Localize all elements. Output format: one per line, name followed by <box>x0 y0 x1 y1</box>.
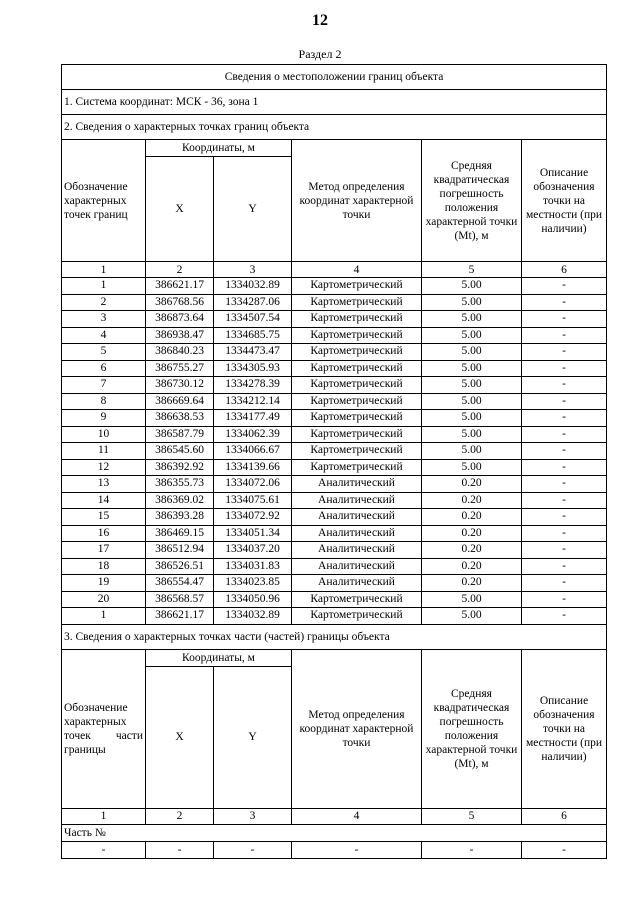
point-description: - <box>522 278 607 295</box>
table-row <box>62 591 607 608</box>
table-row <box>62 575 607 592</box>
section2-title: 2. Сведения о характерных точках границ объекта <box>62 115 607 140</box>
point-description: - <box>522 443 607 460</box>
point-y: 1334685.75 <box>214 327 292 344</box>
point-accuracy: 5.00 <box>422 393 522 410</box>
point-description: - <box>522 327 607 344</box>
point-y: 1334023.85 <box>214 575 292 592</box>
point-description: - <box>522 459 607 476</box>
point-description: - <box>522 558 607 575</box>
point-number: 15 <box>62 509 146 526</box>
table-row <box>62 311 607 328</box>
point-x: 386840.23 <box>146 344 214 361</box>
point-x: 386554.47 <box>146 575 214 592</box>
point-y: 1334473.47 <box>214 344 292 361</box>
col-number: 4 <box>292 262 422 278</box>
col-number: 1 <box>62 808 146 824</box>
point-method: Аналитический <box>292 492 422 509</box>
col-number: 5 <box>422 808 522 824</box>
col-number: 2 <box>146 808 214 824</box>
table-row <box>62 542 607 559</box>
point-x: 386669.64 <box>146 393 214 410</box>
point-method: Аналитический <box>292 575 422 592</box>
point-x: 386730.12 <box>146 377 214 394</box>
point-description: - <box>522 426 607 443</box>
header-coordinates: Координаты, м <box>146 140 292 157</box>
point-y: 1334075.61 <box>214 492 292 509</box>
table-row <box>62 443 607 460</box>
point-description: - <box>522 311 607 328</box>
point-accuracy: 5.00 <box>422 591 522 608</box>
point-number: 2 <box>62 294 146 311</box>
point-method: Картометрический <box>292 591 422 608</box>
point-number: 8 <box>62 393 146 410</box>
point-number: 12 <box>62 459 146 476</box>
header-x-part: X <box>146 666 214 808</box>
point-method: Картометрический <box>292 311 422 328</box>
point-accuracy: 5.00 <box>422 344 522 361</box>
point-description: - <box>522 542 607 559</box>
col-number: 5 <box>422 262 522 278</box>
point-method: Картометрический <box>292 377 422 394</box>
point-y: 1334305.93 <box>214 360 292 377</box>
point-method: Картометрический <box>292 459 422 476</box>
part-cell: - <box>522 841 607 858</box>
point-method: Картометрический <box>292 294 422 311</box>
point-y: 1334212.14 <box>214 393 292 410</box>
col-number: 6 <box>522 808 607 824</box>
point-number: 6 <box>62 360 146 377</box>
col-number: 6 <box>522 262 607 278</box>
table-row <box>62 278 607 295</box>
header-accuracy-part: Средняя квадратическая погрешность положения характерной точки (Mt), м <box>422 649 522 808</box>
point-number: 1 <box>62 608 146 625</box>
point-method: Картометрический <box>292 426 422 443</box>
point-method: Картометрический <box>292 393 422 410</box>
point-y: 1334287.06 <box>214 294 292 311</box>
table-row <box>62 525 607 542</box>
point-accuracy: 5.00 <box>422 377 522 394</box>
header-point-designation: Обозначение характерных точек границ <box>62 140 146 262</box>
point-method: Аналитический <box>292 525 422 542</box>
point-y: 1334032.89 <box>214 608 292 625</box>
point-accuracy: 5.00 <box>422 426 522 443</box>
point-description: - <box>522 476 607 493</box>
point-x: 386392.92 <box>146 459 214 476</box>
part-label: Часть № <box>62 824 607 841</box>
point-x: 386755.27 <box>146 360 214 377</box>
point-number: 11 <box>62 443 146 460</box>
point-y: 1334507.54 <box>214 311 292 328</box>
point-accuracy: 0.20 <box>422 476 522 493</box>
part-cell: - <box>146 841 214 858</box>
table-row <box>62 426 607 443</box>
point-accuracy: 0.20 <box>422 558 522 575</box>
table-title: Сведения о местоположении границ объекта <box>62 65 607 90</box>
point-accuracy: 5.00 <box>422 311 522 328</box>
point-method: Картометрический <box>292 443 422 460</box>
point-method: Аналитический <box>292 509 422 526</box>
header-method: Метод определения координат характерной точки <box>292 140 422 262</box>
table-row <box>62 558 607 575</box>
header-accuracy: Средняя квадратическая погрешность положения характерной точки (Mt), м <box>422 140 522 262</box>
point-x: 386369.02 <box>146 492 214 509</box>
point-number: 17 <box>62 542 146 559</box>
col-number: 4 <box>292 808 422 824</box>
header-description: Описание обозначения точки на местности (при наличии) <box>522 140 607 262</box>
point-description: - <box>522 393 607 410</box>
point-y: 1334278.39 <box>214 377 292 394</box>
part-cell: - <box>292 841 422 858</box>
coord-system: 1. Система координат: МСК - 36, зона 1 <box>62 90 607 115</box>
point-accuracy: 5.00 <box>422 608 522 625</box>
point-description: - <box>522 410 607 427</box>
point-number: 5 <box>62 344 146 361</box>
table-row <box>62 327 607 344</box>
point-number: 1 <box>62 278 146 295</box>
col-number: 1 <box>62 262 146 278</box>
table-row <box>62 509 607 526</box>
point-x: 386568.57 <box>146 591 214 608</box>
point-accuracy: 0.20 <box>422 525 522 542</box>
point-x: 386512.94 <box>146 542 214 559</box>
point-number: 4 <box>62 327 146 344</box>
point-method: Аналитический <box>292 476 422 493</box>
header-description-part: Описание обозначения точки на местности (при наличии) <box>522 649 607 808</box>
point-method: Картометрический <box>292 344 422 361</box>
column-numbers-row <box>62 262 607 278</box>
point-x: 386938.47 <box>146 327 214 344</box>
point-description: - <box>522 591 607 608</box>
header-point-designation-part: Обозначение характерных точек части границы <box>62 649 146 808</box>
point-number: 14 <box>62 492 146 509</box>
table-row <box>62 492 607 509</box>
point-y: 1334031.83 <box>214 558 292 575</box>
point-method: Картометрический <box>292 278 422 295</box>
point-accuracy: 5.00 <box>422 360 522 377</box>
point-y: 1334032.89 <box>214 278 292 295</box>
table-row <box>62 459 607 476</box>
table-row <box>62 393 607 410</box>
point-method: Аналитический <box>292 558 422 575</box>
page-number: 12 <box>312 12 328 29</box>
point-number: 13 <box>62 476 146 493</box>
header-y: Y <box>214 157 292 262</box>
point-description: - <box>522 525 607 542</box>
header-method-part: Метод определения координат характерной точки <box>292 649 422 808</box>
point-accuracy: 0.20 <box>422 492 522 509</box>
point-method: Картометрический <box>292 608 422 625</box>
point-accuracy: 5.00 <box>422 443 522 460</box>
point-description: - <box>522 360 607 377</box>
point-number: 18 <box>62 558 146 575</box>
point-x: 386545.60 <box>146 443 214 460</box>
col-number: 2 <box>146 262 214 278</box>
point-accuracy: 0.20 <box>422 542 522 559</box>
table-row <box>62 410 607 427</box>
header-coordinates-part: Координаты, м <box>146 649 292 666</box>
point-number: 10 <box>62 426 146 443</box>
point-x: 386873.64 <box>146 311 214 328</box>
point-number: 19 <box>62 575 146 592</box>
point-number: 20 <box>62 591 146 608</box>
point-y: 1334139.66 <box>214 459 292 476</box>
point-accuracy: 5.00 <box>422 327 522 344</box>
part-row <box>62 841 607 858</box>
point-y: 1334066.67 <box>214 443 292 460</box>
point-description: - <box>522 608 607 625</box>
column-numbers-row-part <box>62 808 607 824</box>
part-cell: - <box>214 841 292 858</box>
col-number: 3 <box>214 808 292 824</box>
point-description: - <box>522 492 607 509</box>
point-accuracy: 5.00 <box>422 459 522 476</box>
point-accuracy: 5.00 <box>422 410 522 427</box>
table-row <box>62 360 607 377</box>
boundaries-table <box>61 64 607 859</box>
point-y: 1334062.39 <box>214 426 292 443</box>
point-x: 386587.79 <box>146 426 214 443</box>
point-y: 1334050.96 <box>214 591 292 608</box>
point-y: 1334072.92 <box>214 509 292 526</box>
point-x: 386768.56 <box>146 294 214 311</box>
point-method: Картометрический <box>292 360 422 377</box>
point-description: - <box>522 575 607 592</box>
point-x: 386469.15 <box>146 525 214 542</box>
point-x: 386526.51 <box>146 558 214 575</box>
point-description: - <box>522 509 607 526</box>
point-accuracy: 0.20 <box>422 575 522 592</box>
col-number: 3 <box>214 262 292 278</box>
point-x: 386393.28 <box>146 509 214 526</box>
part-cell: - <box>62 841 146 858</box>
point-y: 1334051.34 <box>214 525 292 542</box>
point-number: 7 <box>62 377 146 394</box>
section3-title: 3. Сведения о характерных точках части (частей) границы объекта <box>62 624 607 649</box>
part-cell: - <box>422 841 522 858</box>
point-accuracy: 5.00 <box>422 294 522 311</box>
point-accuracy: 0.20 <box>422 509 522 526</box>
point-x: 386355.73 <box>146 476 214 493</box>
point-method: Аналитический <box>292 542 422 559</box>
table-row <box>62 476 607 493</box>
point-number: 9 <box>62 410 146 427</box>
point-description: - <box>522 377 607 394</box>
point-method: Картометрический <box>292 327 422 344</box>
header-y-part: Y <box>214 666 292 808</box>
point-accuracy: 5.00 <box>422 278 522 295</box>
point-description: - <box>522 294 607 311</box>
table-row <box>62 344 607 361</box>
point-y: 1334037.20 <box>214 542 292 559</box>
table-row <box>62 294 607 311</box>
point-y: 1334177.49 <box>214 410 292 427</box>
point-y: 1334072.06 <box>214 476 292 493</box>
point-number: 3 <box>62 311 146 328</box>
point-method: Картометрический <box>292 410 422 427</box>
point-x: 386638.53 <box>146 410 214 427</box>
header-x: X <box>146 157 214 262</box>
point-x: 386621.17 <box>146 278 214 295</box>
point-number: 16 <box>62 525 146 542</box>
point-description: - <box>522 344 607 361</box>
table-row <box>62 377 607 394</box>
table-row <box>62 608 607 625</box>
point-x: 386621.17 <box>146 608 214 625</box>
section-label: Раздел 2 <box>298 47 342 61</box>
